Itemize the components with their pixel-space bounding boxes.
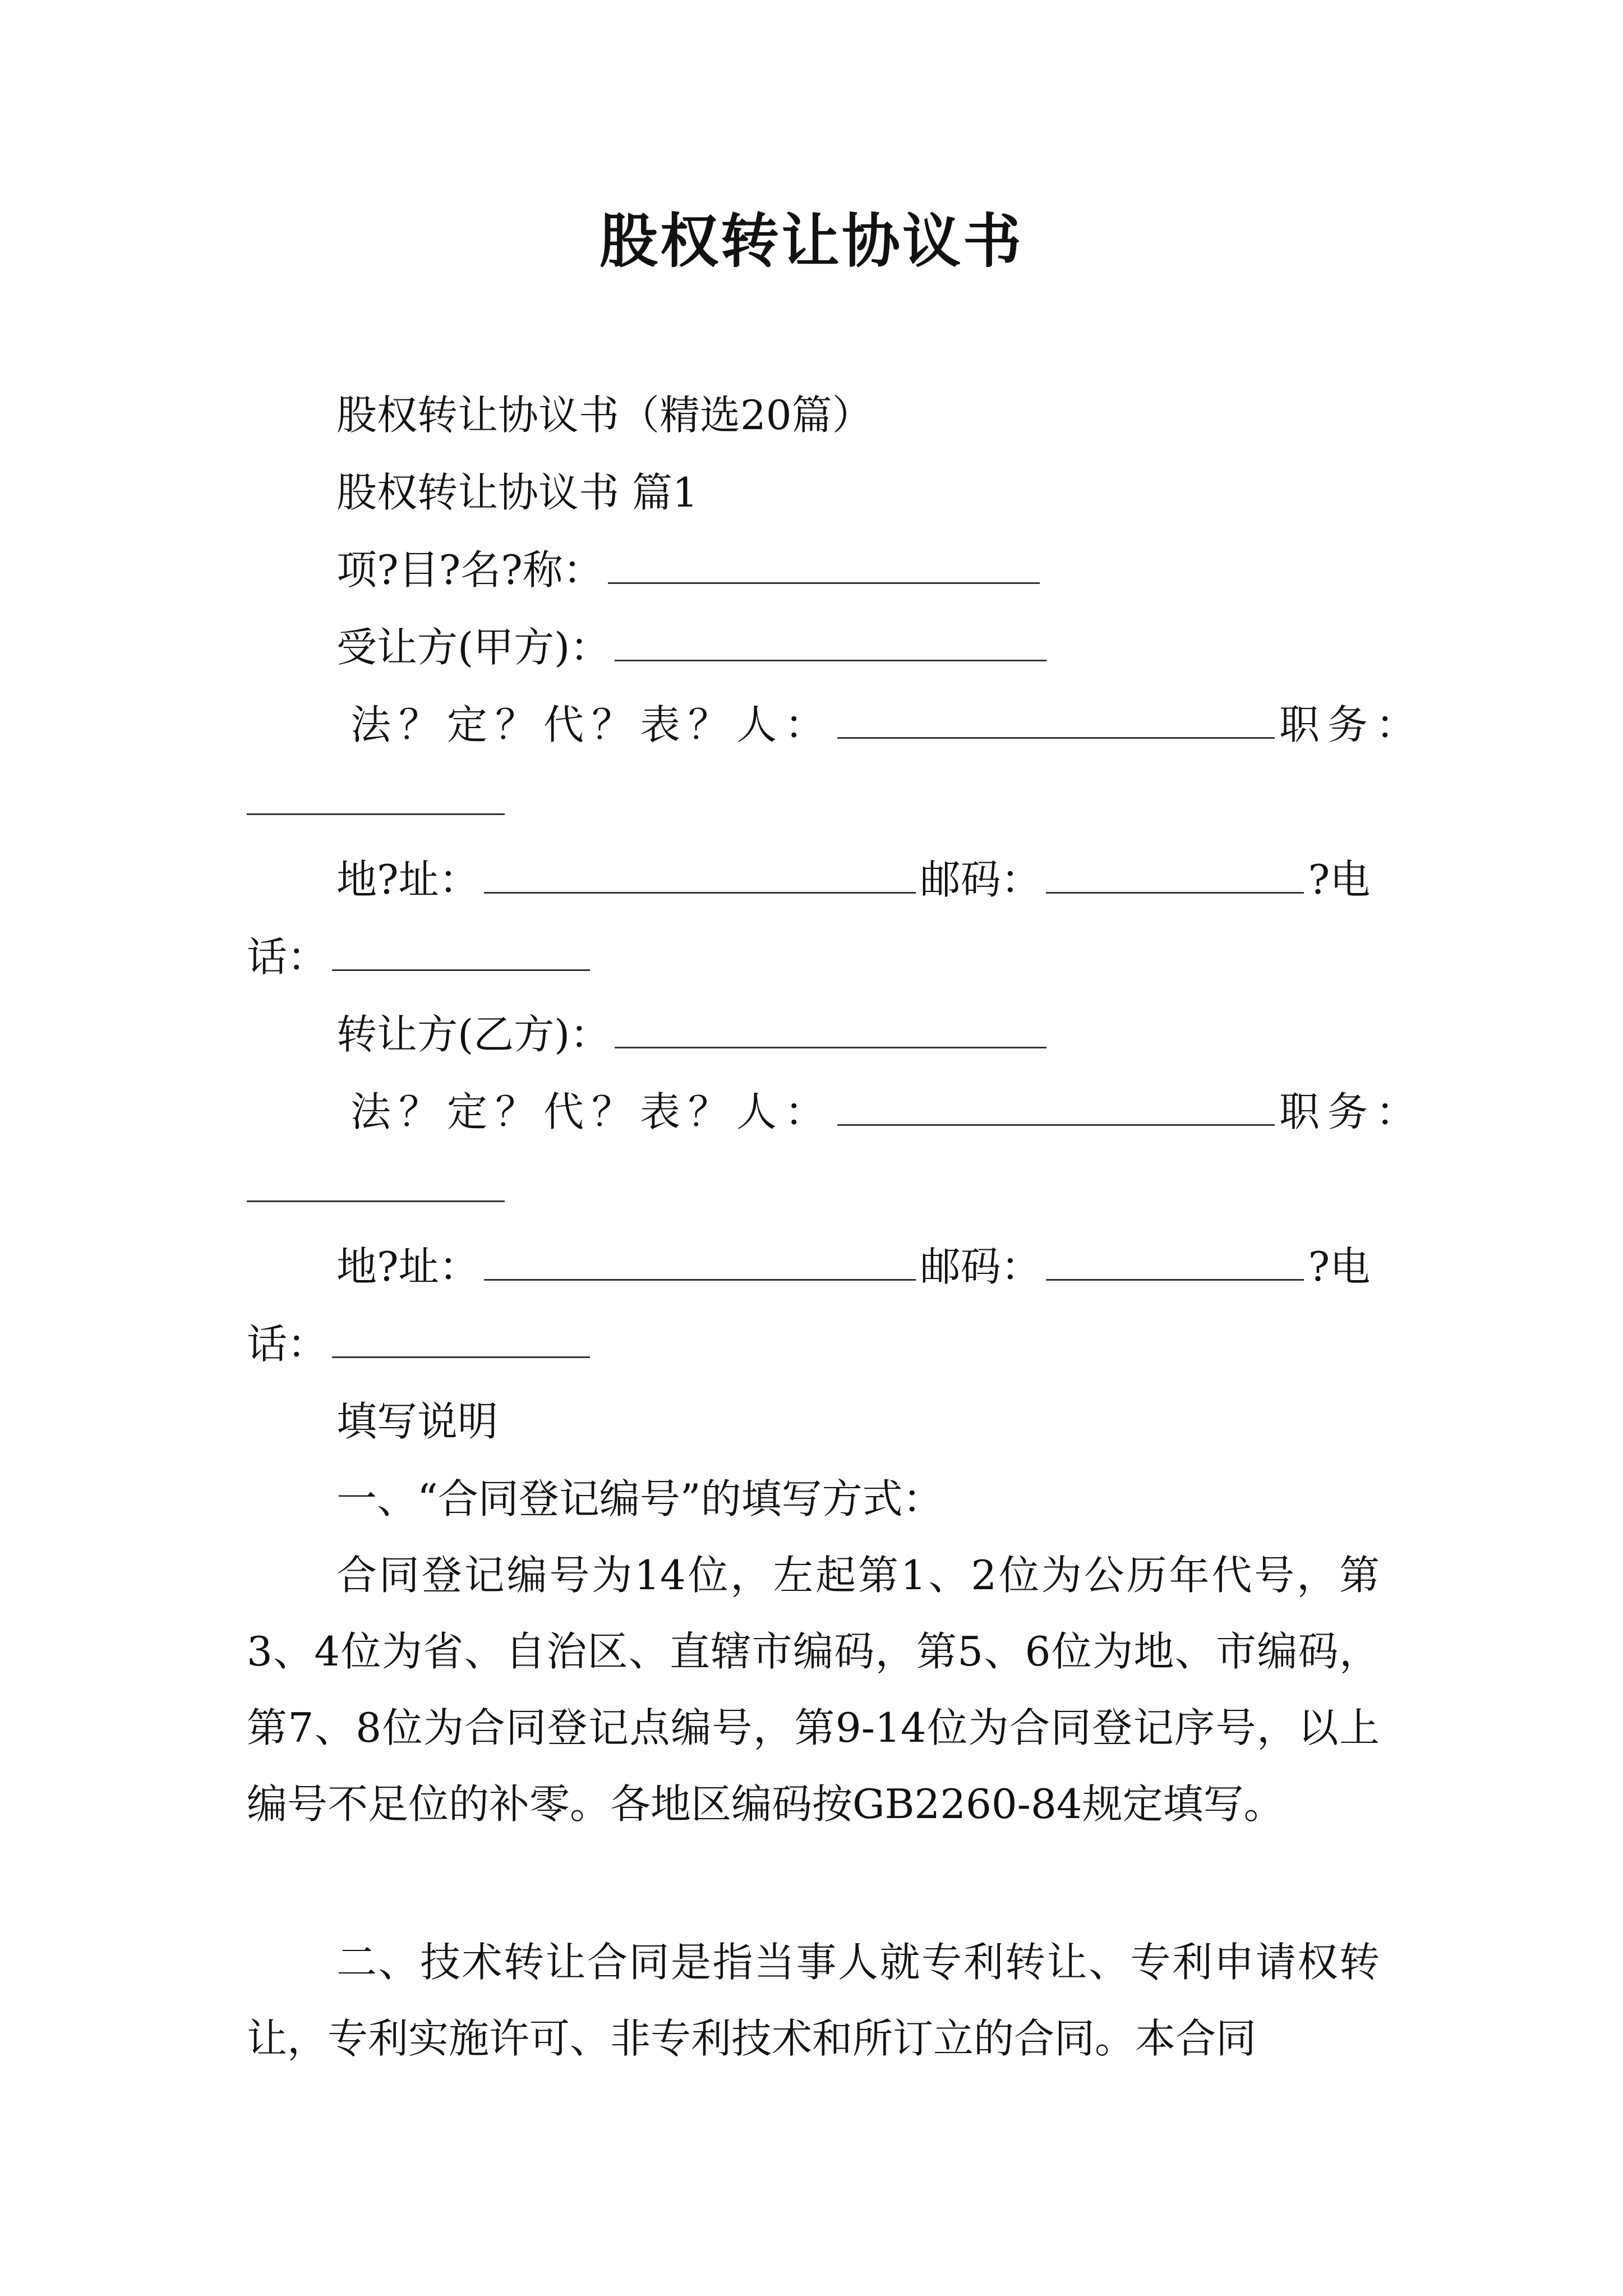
party-a-rep-blank[interactable] [837,698,1275,739]
party-b-row [336,1006,1051,1062]
party-b-postcode-blank[interactable] [1046,1240,1304,1281]
party-b-address-label: 地?址： [336,1243,479,1290]
party-b-label: 转让方(乙方)： [336,1011,611,1058]
project-name-row [336,542,1044,598]
party-a-rep-row [351,697,1424,753]
party-b-phone-blank[interactable] [332,1317,590,1358]
party-a-phone-label-part1: ?电 [1308,856,1371,903]
party-b-address-row [336,1239,1370,1295]
document-title: 股权转让协议书 [599,206,1023,275]
project-name-blank[interactable] [608,543,1040,584]
party-a-phone-label-part2: 话： [247,933,328,981]
instruction-1-heading: 一、“合同登记编号”的填写方式： [336,1475,943,1522]
party-a-position-blank[interactable] [247,813,505,815]
section-heading: 股权转让协议书 篇1 [336,469,698,516]
party-a-postcode-blank[interactable] [1046,853,1304,894]
party-a-name-blank[interactable] [615,620,1046,661]
instruction-2-body: 二、技术转让合同是指当事人就专利转让、专利申请权转让，专利实施许可、非专利技术和所订立的合同。本合同 [247,1939,1380,2062]
party-b-address-blank[interactable] [484,1240,916,1281]
party-a-row [336,619,1051,675]
party-a-postcode-label: 邮码： [920,856,1041,903]
party-b-rep-label: 法？定？代？表？人： [351,1088,833,1135]
party-b-postcode-label: 邮码： [920,1243,1041,1290]
party-b-phone-label-part2: 话： [247,1320,328,1368]
instructions-heading: 填写说明 [336,1398,499,1445]
document-subtitle: 股权转让协议书（精选20篇） [336,392,873,439]
party-a-address-label: 地?址： [336,856,479,903]
project-name-label: 项?目?名?称： [336,546,603,593]
party-b-phone-row [247,1316,594,1372]
party-b-phone-label-part1: ?电 [1308,1243,1371,1290]
instruction-1-body: 合同登记编号为14位，左起第1、2位为公历年代号，第3、4位为省、自治区、直辖市编码，第5、6位为地、市编码，第7、8位为合同登记点编号，第9-14位为合同登记序号，以上编号不足位的补零。各地区编码按GB2260-84规定填写。 [247,1552,1380,1828]
party-a-rep-label: 法？定？代？表？人： [351,701,833,748]
party-b-position-blank[interactable] [247,1200,505,1202]
party-a-address-row [336,852,1370,908]
party-a-address-blank[interactable] [484,853,916,894]
party-b-rep-blank[interactable] [837,1085,1275,1126]
party-b-position-label: 职务： [1279,1088,1424,1135]
party-b-rep-row [351,1084,1424,1140]
party-a-label: 受让方(甲方)： [336,624,611,671]
party-a-phone-row [247,929,594,985]
party-a-position-label: 职务： [1279,701,1424,748]
party-b-name-blank[interactable] [615,1007,1046,1048]
party-a-phone-blank[interactable] [332,930,590,971]
